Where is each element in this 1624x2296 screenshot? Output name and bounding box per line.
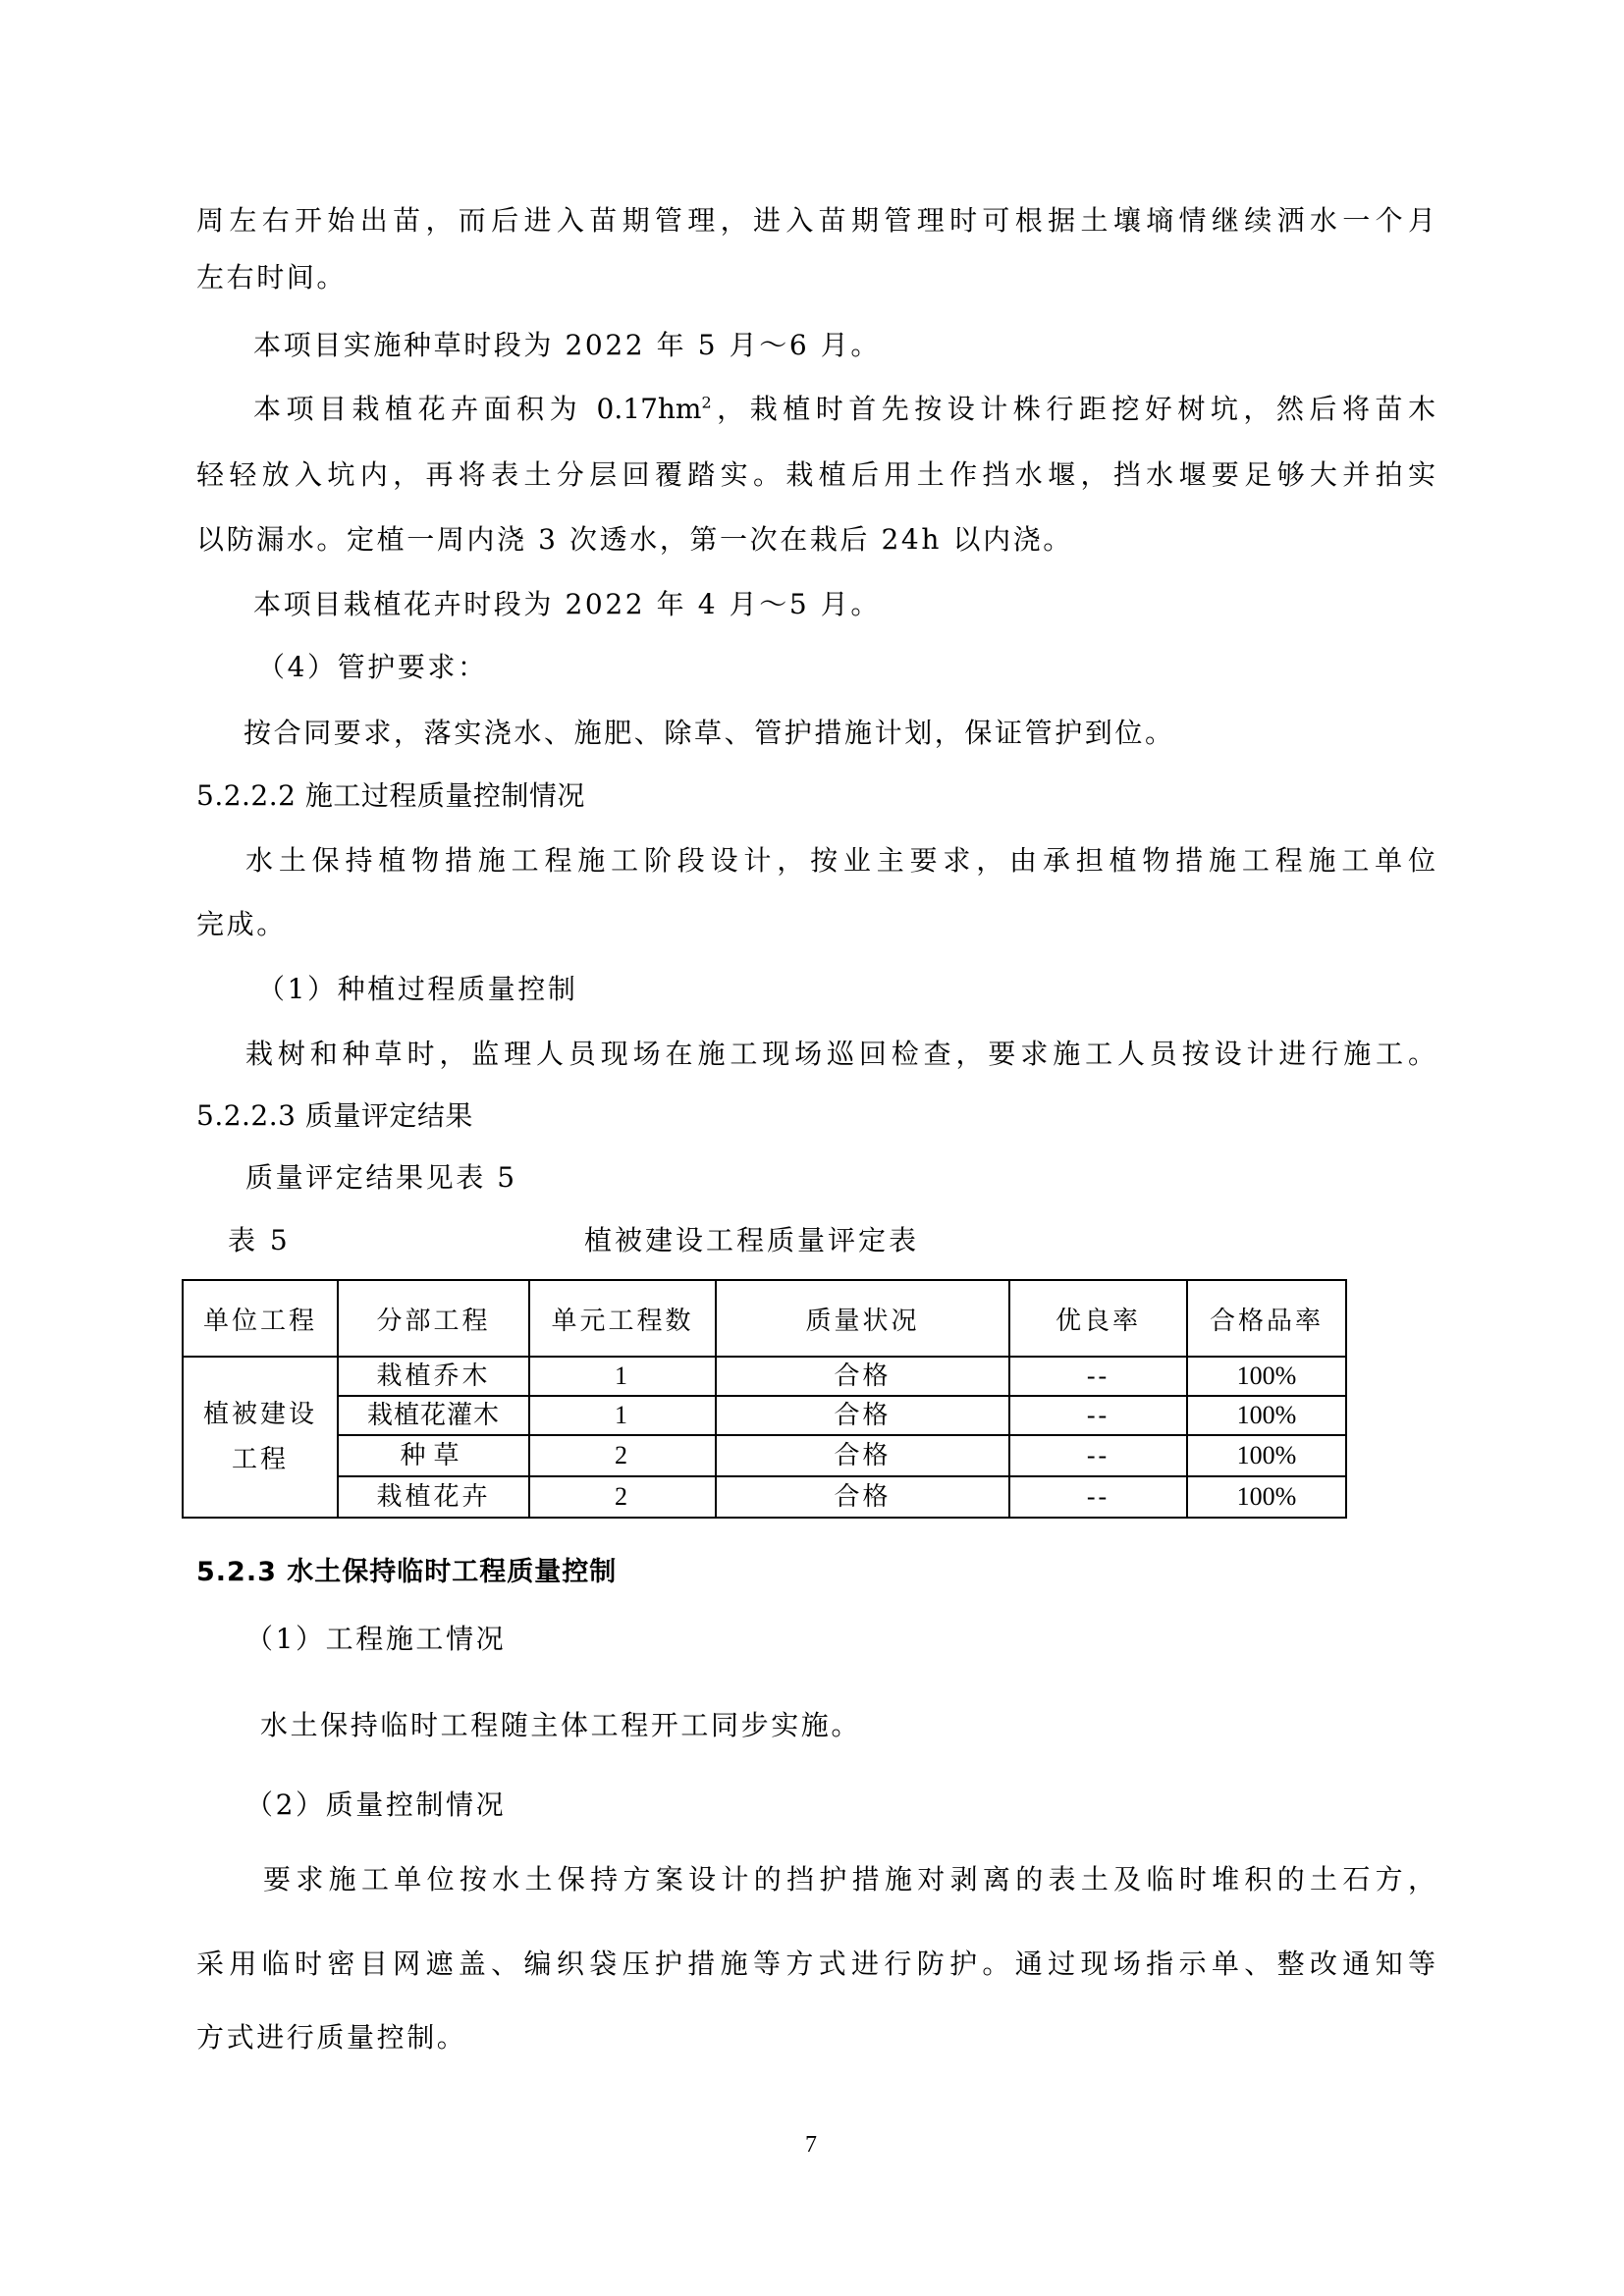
subheading: （1）种植过程质量控制: [257, 973, 578, 1005]
body-text-line: 按合同要求，落实浇水、施肥、除草、管护措施计划，保证管护到位。: [244, 717, 1175, 749]
table-cell: 1: [529, 1396, 716, 1435]
area-text-rest: ，栽植时首先按设计株行距挖好树坑，然后将苗木: [711, 393, 1435, 425]
table-cell: 2: [529, 1476, 716, 1518]
body-text-line: 轻轻放入坑内，再将表土分层回覆踏实。栽植后用土作挡水堰，挡水堰要足够大并拍实: [196, 458, 1435, 491]
table-cell: 栽植花灌木: [338, 1396, 529, 1435]
unit-project-text: 植被建设工程: [202, 1400, 317, 1474]
table-cell: 100%: [1187, 1476, 1346, 1518]
quality-evaluation-table: [182, 1279, 1347, 1519]
table-row: [183, 1435, 1346, 1476]
unit-project-cell: [183, 1357, 338, 1518]
table-cell: 100%: [1187, 1357, 1346, 1396]
body-text-line: 以防漏水。定植一周内浇 3 次透水，第一次在栽后 24h 以内浇。: [196, 523, 1073, 556]
area-text: 本项目栽植花卉面积为 0.17hm: [253, 393, 702, 425]
body-text-line: [253, 393, 1435, 426]
body-text-line: 方式进行质量控制。: [196, 2021, 467, 2054]
body-text-line: 周左右开始出苗，而后进入苗期管理，进入苗期管理时可根据土壤墒情继续洒水一个月: [196, 204, 1435, 237]
section-heading: 5.2.2.2 施工过程质量控制情况: [196, 779, 585, 812]
table-row: [183, 1476, 1346, 1518]
body-text-line: 完成。: [196, 908, 287, 940]
column-header: 单位工程: [183, 1280, 338, 1357]
column-header: 质量状况: [716, 1280, 1009, 1357]
table-cell: 栽植花卉: [338, 1476, 529, 1518]
table-cell: 2: [529, 1435, 716, 1476]
table-header-row: [183, 1280, 1346, 1357]
section-heading: 5.2.2.3 质量评定结果: [196, 1099, 473, 1132]
column-header: 单元工程数: [529, 1280, 716, 1357]
table-cell: 合格: [716, 1357, 1009, 1396]
table-cell: 100%: [1187, 1435, 1346, 1476]
body-text-line: 本项目实施种草时段为 2022 年 5 月～6 月。: [253, 329, 881, 361]
body-text-line: 质量评定结果见表 5: [245, 1161, 517, 1194]
body-text-line: 本项目栽植花卉时段为 2022 年 4 月～5 月。: [253, 588, 881, 620]
table-cell: 合格: [716, 1476, 1009, 1518]
table-cell: 1: [529, 1357, 716, 1396]
table-cell: --: [1009, 1396, 1187, 1435]
table-cell: 种草: [338, 1435, 529, 1476]
column-header: 优良率: [1009, 1280, 1187, 1357]
table-row: [183, 1396, 1346, 1435]
table-cell: 栽植乔木: [338, 1357, 529, 1396]
table-number: 表 5: [228, 1224, 291, 1256]
table-row: [183, 1357, 1346, 1396]
column-header: 合格品率: [1187, 1280, 1346, 1357]
body-text-line: 栽树和种草时，监理人员现场在施工现场巡回检查，要求施工人员按设计进行施工。: [245, 1038, 1435, 1070]
table-cell: 合格: [716, 1435, 1009, 1476]
subheading: （1）工程施工情况: [245, 1623, 507, 1655]
body-text-line: 水土保持植物措施工程施工阶段设计，按业主要求，由承担植物措施工程施工单位: [245, 844, 1435, 877]
subheading: （4）管护要求：: [257, 651, 488, 683]
section-heading: 5.2.3 水土保持临时工程质量控制: [196, 1557, 618, 1587]
body-text-line: 水土保持临时工程随主体工程开工同步实施。: [260, 1709, 862, 1741]
superscript: 2: [701, 393, 712, 412]
table-title: 植被建设工程质量评定表: [584, 1224, 920, 1256]
body-text-line: 要求施工单位按水土保持方案设计的挡护措施对剥离的表土及临时堆积的土石方，: [263, 1863, 1435, 1896]
table-cell: --: [1009, 1435, 1187, 1476]
body-text-line: 左右时间。: [196, 261, 348, 294]
page-number: 7: [805, 2132, 817, 2158]
table-cell: --: [1009, 1357, 1187, 1396]
column-header: 分部工程: [338, 1280, 529, 1357]
table-cell: 合格: [716, 1396, 1009, 1435]
subheading: （2）质量控制情况: [245, 1789, 507, 1821]
table-cell: --: [1009, 1476, 1187, 1518]
table-cell: 100%: [1187, 1396, 1346, 1435]
body-text-line: 采用临时密目网遮盖、编织袋压护措施等方式进行防护。通过现场指示单、整改通知等: [196, 1948, 1435, 1980]
